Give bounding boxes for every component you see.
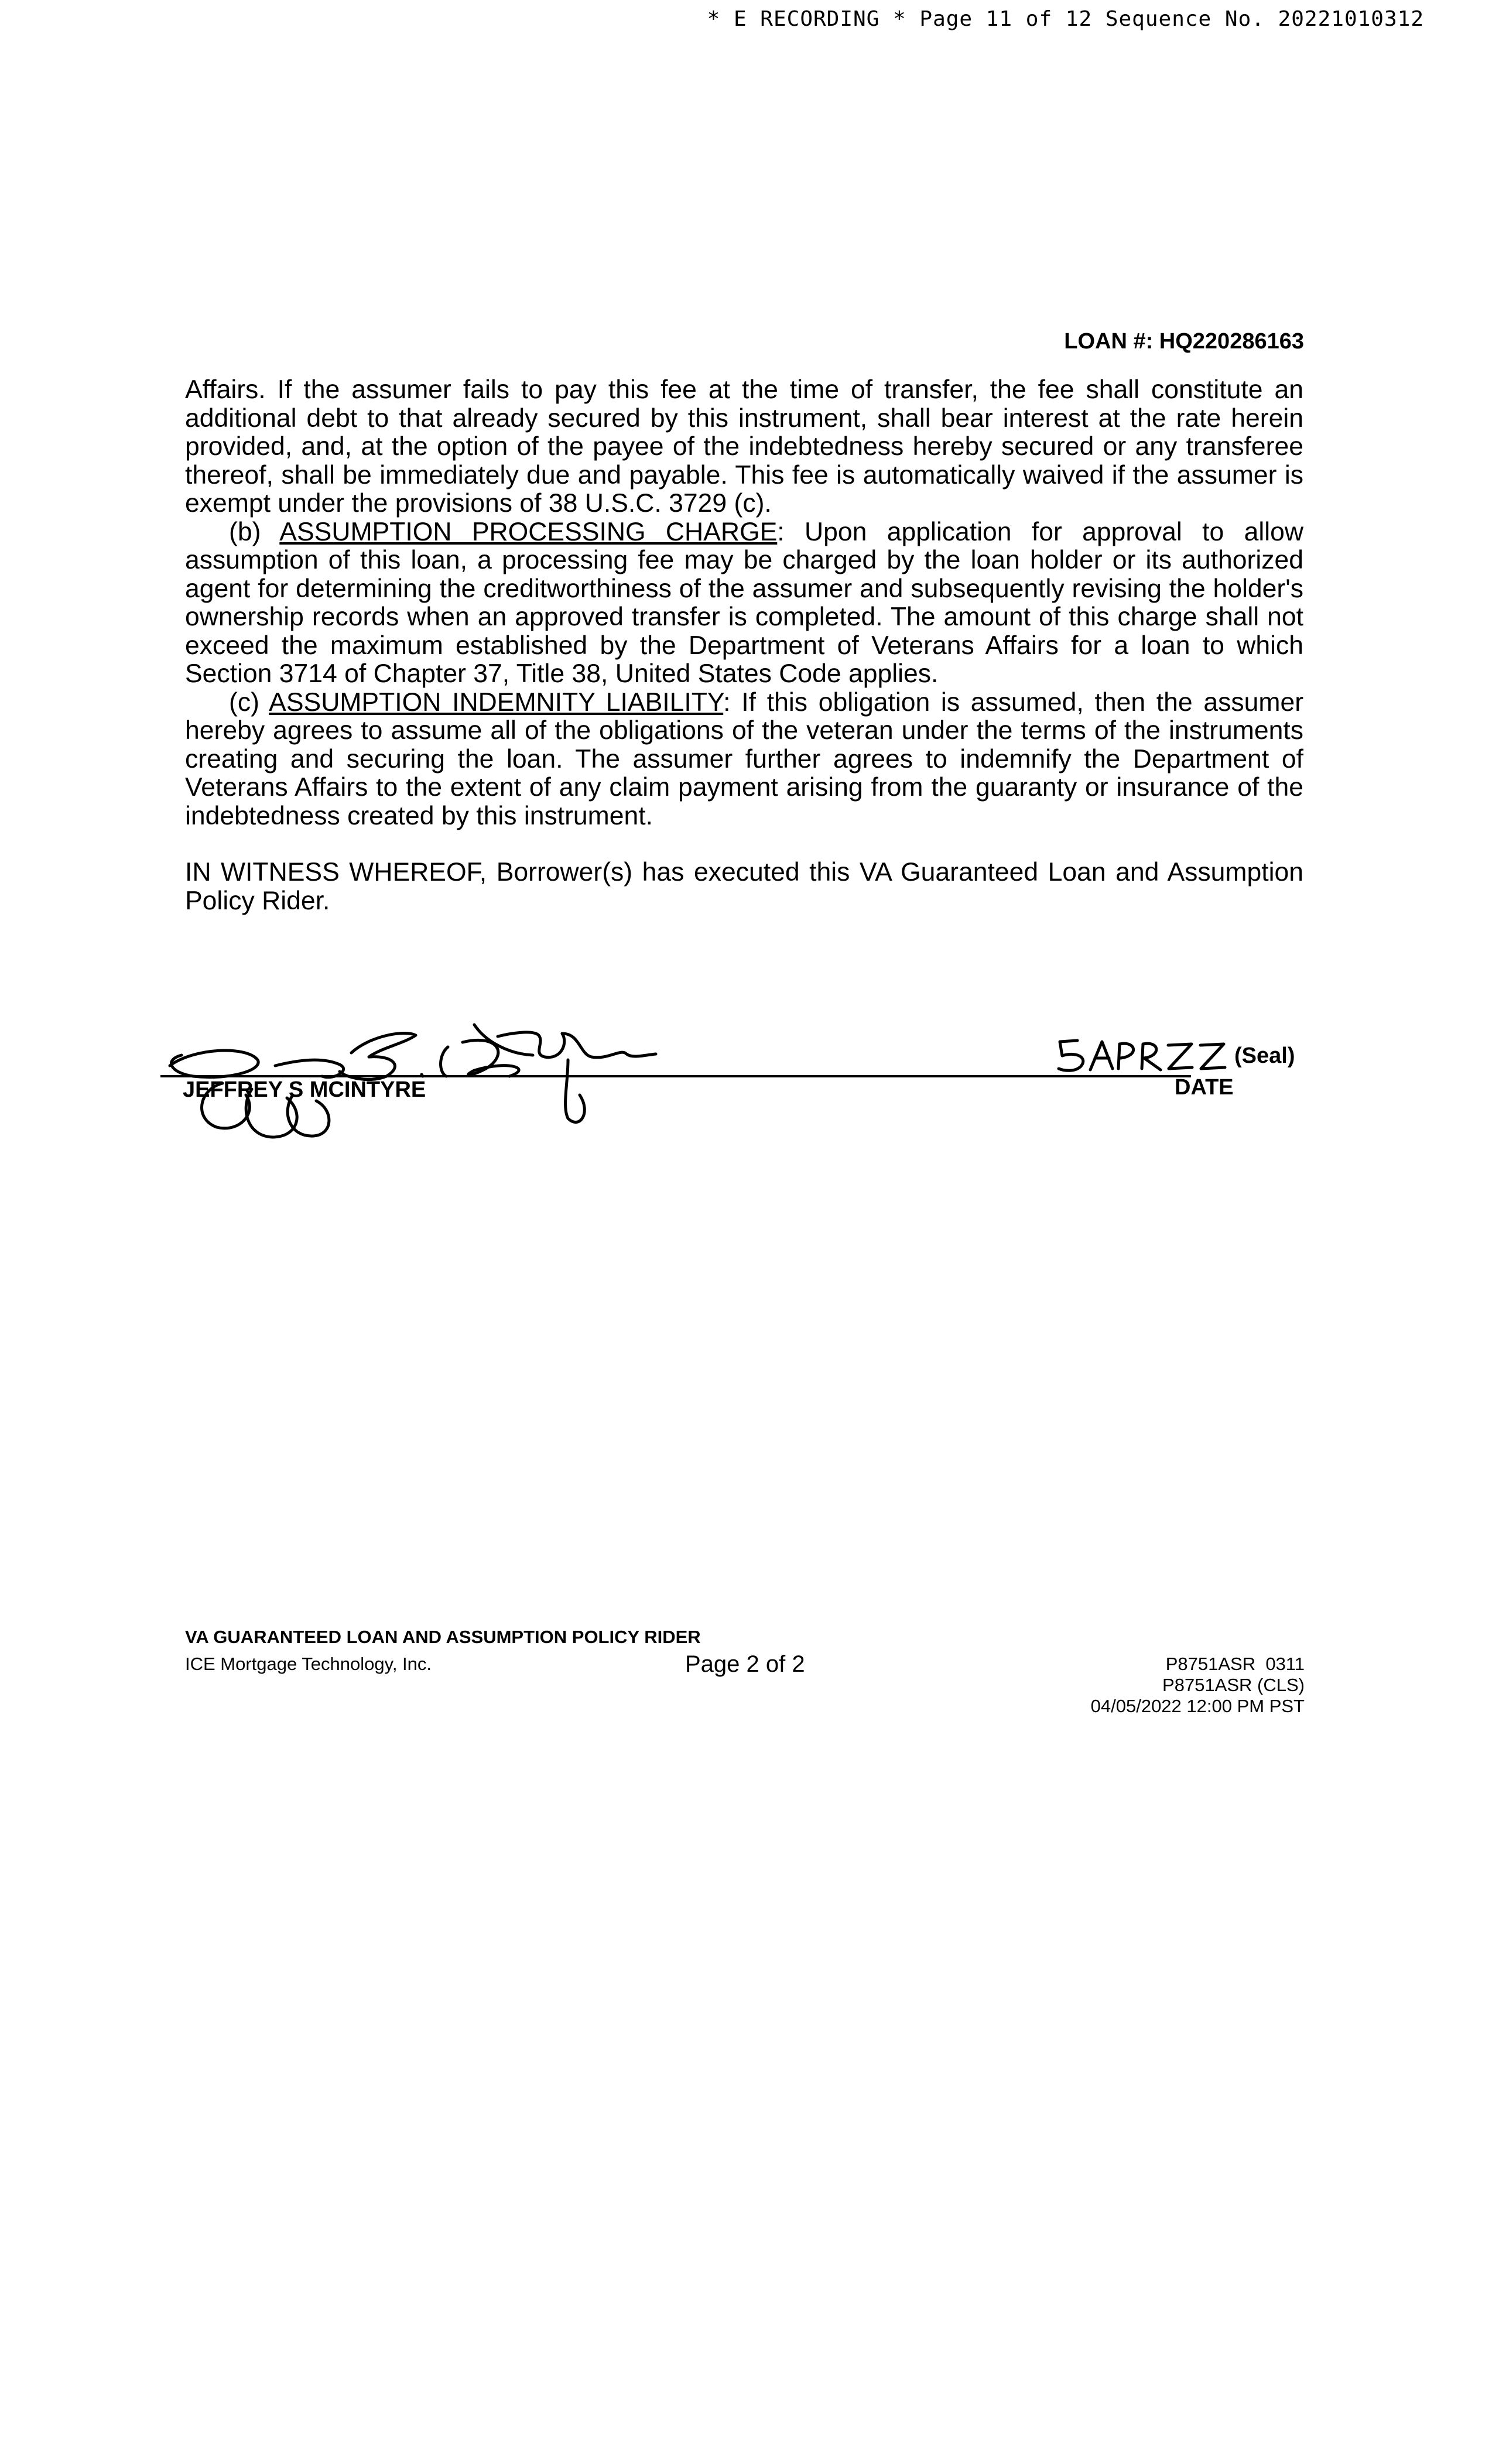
- date-label: DATE: [1175, 1075, 1234, 1100]
- loan-number: LOAN #: HQ220286163: [1064, 329, 1304, 354]
- recording-header: * E RECORDING * Page 11 of 12 Sequence No. 20221010312: [707, 7, 1424, 31]
- paragraph-c: [185, 689, 1303, 831]
- paragraph-b: [185, 518, 1303, 689]
- paragraph-b-prefix: (b): [229, 517, 280, 546]
- continuation-paragraph: Affairs. If the assumer fails to pay this fee at the time of transfer, the fee shall constitute an additional debt to that already secured by this instrument, shall bear interest at the rate herein provided, and, at the option of the payee of the indebtedness hereby secured or any transferee thereof, shall be immediately due and payable. This fee is automatically waived if the assumer is exempt under the provisions of 38 U.S.C. 3729 (c).: [185, 375, 1303, 518]
- footer-code-1: P8751ASR 0311: [1165, 1654, 1305, 1674]
- paragraph-c-prefix: (c): [229, 687, 269, 717]
- footer-form-title: VA GUARANTEED LOAN AND ASSUMPTION POLICY RIDER: [185, 1627, 701, 1647]
- footer-page-number: Page 2 of 2: [685, 1651, 805, 1677]
- paragraph-c-text: : If this obligation is assumed, then the assumer hereby agrees to assume all of the obligations of the veteran under the terms of the instruments creating and securing the loan. The assumer further agrees to indemnify the Department of Veterans Affairs to the extent of any claim payment arising from the guaranty or insurance of the indebtedness created by this instrument.: [185, 687, 1304, 830]
- footer-timestamp: 04/05/2022 12:00 PM PST: [1090, 1696, 1305, 1716]
- paragraph-b-text: : Upon application for approval to allow assumption of this loan, a processing fee may be charged by the loan holder or its authorized agent for determining the creditworthiness of the assumer and subsequently revising the holder's ownership records when an approved transfer is completed. The amount of this charge shall not exceed the maximum established by the Department of Veterans Affairs for a loan to which Section 3714 of Chapter 37, Title 38, United States Code applies.: [185, 517, 1303, 688]
- footer-company: ICE Mortgage Technology, Inc.: [185, 1654, 432, 1674]
- footer-code-2: P8751ASR (CLS): [1162, 1675, 1305, 1695]
- witness-paragraph: IN WITNESS WHEREOF, Borrower(s) has executed this VA Guaranteed Loan and Assumption Policy Rider.: [185, 858, 1303, 915]
- borrower-signature: [158, 1001, 755, 1142]
- borrower-name: JEFFREY S MCINTYRE: [183, 1077, 426, 1102]
- seal-label: (Seal): [1234, 1043, 1295, 1068]
- footer-form-codes: [1091, 1654, 1305, 1717]
- rider-body: [185, 376, 1303, 915]
- paragraph-b-heading: ASSUMPTION PROCESSING CHARGE: [279, 517, 778, 546]
- paragraph-c-heading: ASSUMPTION INDEMNITY LIABILITY: [269, 687, 724, 717]
